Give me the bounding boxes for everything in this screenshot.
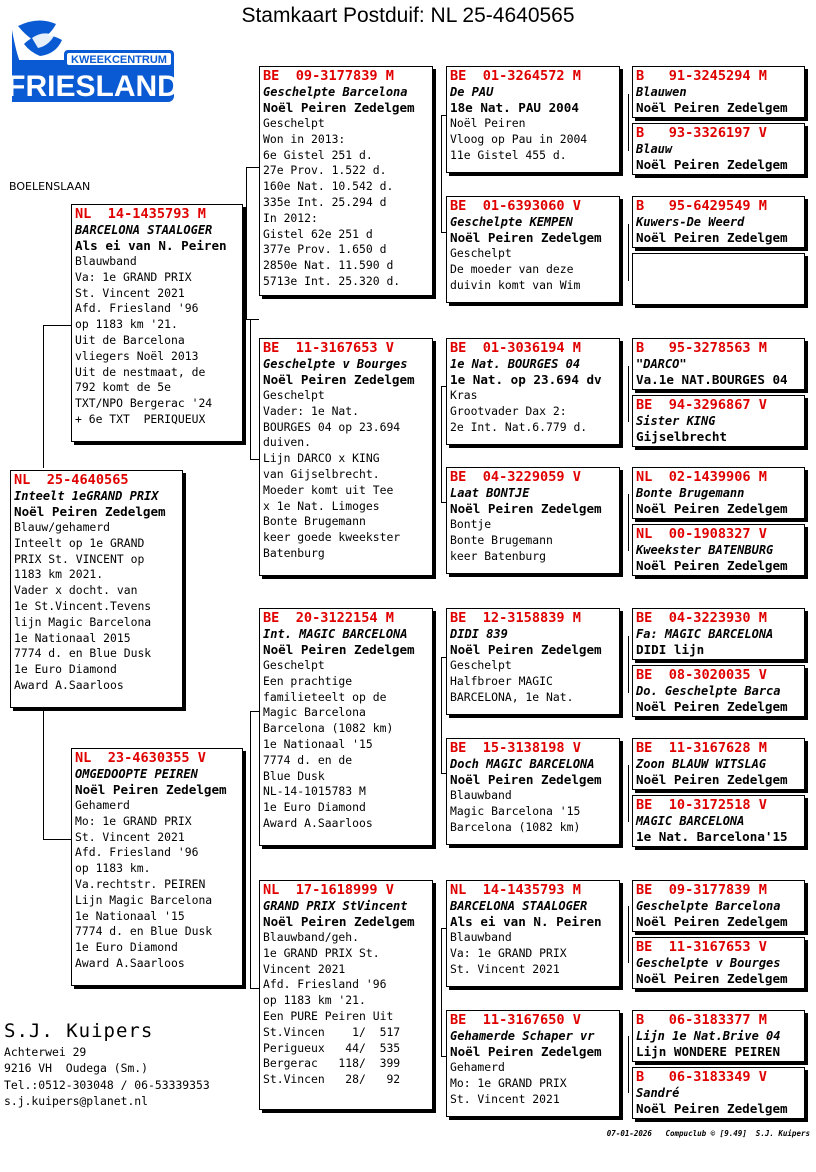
ring-number: BE 04-3229059 V [450,469,581,485]
note-line: Won in 2013: [263,131,346,146]
pigeon-name: GRAND PRIX StVincent [263,898,408,913]
note-line: 792 komt de 5e [75,380,172,395]
note-line: St.Vincen 28/ 92 [263,1072,401,1087]
owner-name: Noël Peiren Zedelgem [636,501,788,517]
note-line: Va.rechtstr. PEIREN [75,877,206,892]
note-line: keer goede kweekster [263,530,401,545]
ancestor-card-fffm[interactable] [632,123,805,175]
note-line: 7774 d. en de [263,752,353,767]
note-line: Geschelpt [450,246,512,261]
ring-number: BE 08-3020035 V [636,667,767,683]
ring-number: B 95-6429549 M [636,198,767,214]
ancestor-card-mmff[interactable] [632,880,805,932]
note-line: Afd. Friesland '96 [263,977,387,992]
pigeon-name: Sister KING [636,413,716,428]
note-line: TXT/NPO Bergerac '24 [75,396,213,411]
ancestor-card-ffm[interactable] [446,196,620,303]
ancestor-card-mfmf[interactable] [632,738,805,790]
note-line: 27e Prov. 1.522 d. [263,163,387,178]
note-line: Bontje [450,517,492,532]
pigeon-name: Geschelpte v Bourges [263,356,408,371]
ring-number: BE 94-3296867 V [636,397,767,413]
breeder-name: BOELENSLAAN [9,180,91,193]
note-line: Barcelona (1082 km) [450,819,581,834]
ancestor-card-mmmm[interactable] [632,1067,805,1119]
owner-name: 18e Nat. PAU 2004 [450,100,579,116]
mother-card[interactable] [71,748,243,986]
ancestor-card-mmf[interactable] [446,880,620,987]
ancestor-card-fmm[interactable] [446,467,620,574]
pigeon-name: BARCELONA STAALOGER [75,222,213,237]
note-line: lijn Magic Barcelona [14,614,152,629]
pigeon-name: 1e Nat. BOURGES 04 [450,356,581,371]
note-line: Batenburg [263,546,325,561]
note-line: Moeder komt uit Tee [263,482,394,497]
owner-name: Noël Peiren Zedelgem [636,914,788,930]
owner-name: Noël Peiren Zedelgem [263,914,415,930]
ring-number: BE 09-3177839 M [263,68,394,84]
owner-email[interactable]: s.j.kuipers@planet.nl [4,1093,149,1108]
note-line: Afd. Friesland '96 [75,845,199,860]
pigeon-name: DIDI 839 [450,626,508,641]
ring-number: B 95-3278563 M [636,340,767,356]
ancestor-card-fmmm[interactable] [632,524,805,576]
note-line: Vincent 2021 [263,961,346,976]
note-line: PRIX St. VINCENT op [14,551,145,566]
owner-name: Noël Peiren Zedelgem [14,504,166,520]
owner-name: Lijn WONDERE PEIREN [636,1044,781,1060]
note-line: 377e Prov. 1.650 d [263,242,387,257]
note-line: Va: 1e GRAND PRIX [450,945,567,960]
note-line: BARCELONA, 1e Nat. [450,689,574,704]
grandfather-maternal-card[interactable] [259,608,433,846]
logo-line2: FRIESLAND [10,70,176,102]
ancestor-card-ffmf[interactable] [632,196,805,248]
note-line: Blauw/gehamerd [14,520,111,535]
father-card[interactable] [71,204,243,442]
note-line: op 1183 km. [75,861,151,876]
note-line: Halfbroer MAGIC [450,673,553,688]
note-line: St.Vincen 1/ 517 [263,1024,401,1039]
pigeon-name: Lijn 1e Nat.Brive 04 [636,1028,781,1043]
note-line: 1e Nationaal 2015 [14,630,131,645]
owner-name: Noël Peiren Zedelgem [636,157,788,173]
owner-name: 1e Nat. Barcelona'15 [636,829,788,845]
note-line: Geschelpt [263,658,325,673]
note-line: BOURGES 04 op 23.694 [263,419,401,434]
note-line: 7774 d. en Blue Dusk [75,924,213,939]
owner-name: Noël Peiren Zedelgem [263,100,415,116]
ring-number: NL 14-1435793 M [450,882,581,898]
ancestor-card-fmff[interactable] [632,338,805,390]
owner-name: Noël Peiren Zedelgem [450,1044,602,1060]
note-line: Vader x docht. van [14,583,138,598]
owner-address: Achterwei 29 [4,1045,87,1059]
ring-number: BE 01-3264572 M [450,68,581,84]
note-line: Blue Dusk [263,768,325,783]
owner-name: Noël Peiren Zedelgem [450,230,602,246]
note-line: 1e Euro Diamond [75,940,178,955]
pigeon-name: Geschelpte Barcelona [263,84,408,99]
note-line: 7774 d. en Blue Dusk [14,646,152,661]
note-line: 1e Nationaal '15 [75,908,185,923]
note-line: Inteelt op 1e GRAND [14,535,145,550]
ring-number: NL 02-1439906 M [636,469,767,485]
note-line: Award A.Saarloos [263,816,373,831]
pigeon-name: Blauw [636,141,673,156]
owner-name: Als ei van N. Peiren [75,238,227,254]
grandmother-paternal-card[interactable] [259,338,433,576]
note-line: Een prachtige [263,673,353,688]
pigeon-name: Doch MAGIC BARCELONA [450,756,595,771]
note-line: 1e GRAND PRIX St. [263,945,380,960]
note-line: Vloog op Pau in 2004 [450,131,588,146]
ring-number: NL 17-1618999 V [263,882,394,898]
note-line: vliegers Noël 2013 [75,348,199,363]
note-line: St. Vincent 2021 [75,829,185,844]
owner-city: 9216 VH Oudega (Sm.) [4,1061,149,1076]
ring-number: BE 11-3167653 V [636,939,767,955]
ring-number: BE 15-3138198 V [450,740,581,756]
note-line: x 1e Nat. Limoges [263,498,380,513]
note-line: Award A.Saarloos [75,956,185,971]
owner-name: Noël Peiren Zedelgem [636,699,788,715]
note-line: Geschelpt [450,658,512,673]
note-line: Bergerac 118/ 399 [263,1056,401,1071]
note-line: van Gijselbrecht. [263,467,380,482]
owner-name: Noël Peiren Zedelgem [636,971,788,987]
ancestor-card-mmmf[interactable] [632,1010,805,1062]
grandfather-paternal-card[interactable] [259,66,433,296]
ring-number: NL 14-1435793 M [75,206,206,222]
note-line: Award A.Saarloos [14,678,124,693]
owner-name: Noël Peiren Zedelgem [75,782,227,798]
note-line: 1183 km 2021. [14,567,104,582]
ring-number: NL 23-4630355 V [75,750,206,766]
pigeon-name: Do. Geschelpte Barca [636,683,781,698]
pigeon-name: "DARCO" [636,356,687,371]
note-line: 160e Nat. 10.542 d. [263,179,394,194]
pigeon-name: MAGIC BARCELONA [636,813,745,828]
pigeon-name: Kuwers-De Weerd [636,214,745,229]
note-line: Perigueux 44/ 535 [263,1040,401,1055]
note-line: Geschelpt [263,388,325,403]
logo-line1: KWEEKCENTRUM [71,54,167,66]
note-line: 2850e Nat. 11.590 d [263,258,394,273]
ring-number: B 06-3183377 M [636,1012,767,1028]
note-line: St. Vincent 2021 [75,285,185,300]
note-line: In 2012: [263,210,318,225]
owner-name: Noël Peiren Zedelgem [263,642,415,658]
ancestor-card-mfff[interactable] [632,608,805,660]
pigeon-name: Bonte Brugemann [636,485,745,500]
pigeon-name: Laat BONTJE [450,485,530,500]
note-line: 335e Int. 25.294 d [263,195,387,210]
ring-number: BE 11-3167650 V [450,1012,581,1028]
note-line: Magic Barcelona [263,705,366,720]
ring-number: NL 25-4640565 [14,472,129,488]
note-line: Uit de Barcelona [75,333,185,348]
ancestor-card-ffmm[interactable] [632,253,805,305]
note-line: Bonte Brugemann [263,514,366,529]
note-line: De moeder van deze [450,261,574,276]
note-line: Blauwband [450,788,512,803]
pigeon-name: BARCELONA STAALOGER [450,898,588,913]
ring-number: BE 11-3167653 V [263,340,394,356]
ancestor-card-fmmf[interactable] [632,467,805,519]
logo [10,14,176,102]
ancestor-card-mfmm[interactable] [632,795,805,847]
note-line: 1e Nationaal '15 [263,737,373,752]
owner-contact [4,1018,210,1109]
owner-name: Noël Peiren Zedelgem [263,372,415,388]
note-line: Blauwband/geh. [263,930,360,945]
pigeon-name: Geschelpte v Bourges [636,955,781,970]
pigeon-name: Inteelt 1eGRAND PRIX [14,488,159,503]
note-line: duiven. [263,435,312,450]
owner-name: DIDI lijn [636,642,705,658]
note-line: Magic Barcelona '15 [450,803,581,818]
ancestor-card-fmf[interactable] [446,338,620,445]
owner-phone: Tel.:0512-303048 / 06-53339353 [4,1077,210,1092]
owner-name: Noël Peiren Zedelgem [450,772,602,788]
note-line: 1e St.Vincent.Tevens [14,599,152,614]
page-title: Stamkaart Postduif: NL 25-4640565 [241,4,575,27]
ring-number: BE 04-3223930 M [636,610,767,626]
dove-icon [10,14,176,102]
owner-name: Va.1e NAT.BOURGES 04 [636,372,788,388]
note-line: 6e Gistel 251 d. [263,147,373,162]
ancestor-card-mffm[interactable] [632,665,805,717]
ring-number: BE 20-3122154 M [263,610,394,626]
note-line: Vader: 1e Nat. [263,403,360,418]
note-line: St. Vincent 2021 [450,1091,560,1106]
note-line: Gistel 62e 251 d [263,226,373,241]
note-line: Een PURE Peiren Uit [263,1009,394,1024]
ancestor-card-mfm[interactable] [446,738,620,845]
ring-number: NL 00-1908327 V [636,526,767,542]
pigeon-name: Fa: MAGIC BARCELONA [636,626,774,641]
pigeon-name: Int. MAGIC BARCELONA [263,626,408,641]
ancestor-card-mmm[interactable] [446,1010,620,1117]
ancestor-card-ffff[interactable] [632,66,805,118]
note-line: NL-14-1015783 M [263,784,366,799]
note-line: Mo: 1e GRAND PRIX [75,813,192,828]
owner-name: Noël Peiren Zedelgem [636,1101,788,1117]
owner-name: 1e Nat. op 23.694 dv [450,372,602,388]
subject-card[interactable] [10,470,183,708]
footer-credit: 07-01-2026 Compuclub © [9.49] S.J. Kuipers [606,1129,810,1138]
note-line: Noël Peiren [450,116,526,131]
note-line: Lijn DARCO x KING [263,451,380,466]
note-line: Blauwband [450,930,512,945]
note-line: familieteelt op de [263,689,387,704]
note-line: Mo: 1e GRAND PRIX [450,1075,567,1090]
ring-number: BE 09-3177839 M [636,882,767,898]
owner-name: Noël Peiren Zedelgem [636,100,788,116]
note-line: 11e Gistel 455 d. [450,147,567,162]
note-line: Va: 1e GRAND PRIX [75,269,192,284]
note-line: Lijn Magic Barcelona [75,892,213,907]
note-line: duivin komt van Wim [450,277,581,292]
note-line: Geschelpt [263,116,325,131]
grandmother-maternal-card[interactable] [259,880,433,1110]
note-line: keer Batenburg [450,548,547,563]
pigeon-name: Geschelpte KEMPEN [450,214,573,229]
ring-number: BE 01-3036194 M [450,340,581,356]
note-line: 1e Euro Diamond [14,662,117,677]
ancestor-card-fmfm[interactable] [632,395,805,447]
owner-name: Noël Peiren Zedelgem [636,772,788,788]
note-line: Grootvader Dax 2: [450,403,567,418]
pigeon-name: De PAU [450,84,494,99]
ancestor-card-mff[interactable] [446,608,620,715]
pigeon-name: Geschelpte Barcelona [636,898,781,913]
owner-name: Noël Peiren Zedelgem [636,230,788,246]
note-line: Blauwband [75,254,137,269]
pigeon-name: Blauwen [636,84,687,99]
pigeon-name: Gehamerde Schaper vr [450,1028,595,1043]
pigeon-name: OMGEDOOPTE PEIREN [75,766,198,781]
note-line: St. Vincent 2021 [450,961,560,976]
note-line: 5713e Int. 25.320 d. [263,274,401,289]
owner-name: Gijselbrecht [636,429,727,445]
note-line: 1e Euro Diamond [263,800,366,815]
note-line: 2e Int. Nat.6.779 d. [450,419,588,434]
owner-name: Noël Peiren Zedelgem [636,558,788,574]
note-line: Barcelona (1082 km) [263,721,394,736]
owner-name: Als ei van N. Peiren [450,914,602,930]
note-line: op 1183 km '21. [75,317,178,332]
ring-number: BE 12-3158839 M [450,610,581,626]
ring-number: B 93-3326197 V [636,125,767,141]
ring-number: BE 10-3172518 V [636,797,767,813]
note-line: op 1183 km '21. [263,993,366,1008]
note-line: Uit de nestmaat, de [75,364,206,379]
ring-number: BE 11-3167628 M [636,740,767,756]
note-line: Gehamerd [450,1060,505,1075]
note-line: Gehamerd [75,798,130,813]
owner-name: Noël Peiren Zedelgem [450,501,602,517]
ancestor-card-mmfm[interactable] [632,937,805,989]
pigeon-name: Zoon BLAUW WITSLAG [636,756,767,771]
ring-number: B 06-3183349 V [636,1069,767,1085]
note-line: Kras [450,388,478,403]
owner-name: Noël Peiren Zedelgem [450,642,602,658]
ancestor-card-fff[interactable] [446,66,620,173]
ring-number: BE 01-6393060 V [450,198,581,214]
note-line: Bonte Brugemann [450,532,553,547]
note-line: Afd. Friesland '96 [75,301,199,316]
note-line: + 6e TXT PERIQUEUX [75,412,206,427]
pigeon-name: Kweekster BATENBURG [636,542,774,557]
owner-contact-name: S.J. Kuipers [4,1020,154,1042]
pigeon-name: Sandré [636,1085,680,1100]
ring-number: B 91-3245294 M [636,68,767,84]
